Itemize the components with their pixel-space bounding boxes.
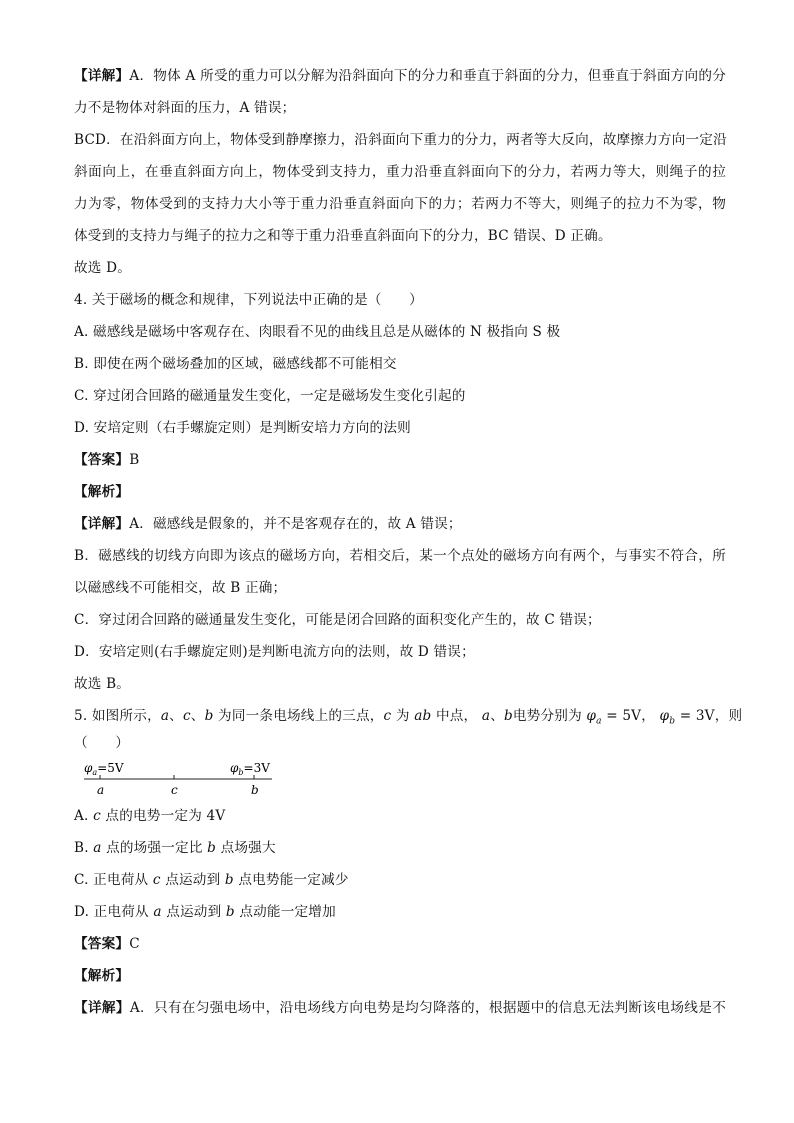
option-post: 点运动到 — [160, 872, 225, 888]
q4-detail-line-5: D．安培定则(右手螺旋定则)是判断电流方向的法则，故 D 错误； — [74, 644, 475, 660]
q3-detail-line-2: 力不是物体对斜面的压力，A 错误； — [74, 100, 296, 116]
option-var: c — [152, 872, 161, 888]
q4-option-b: B. 即使在两个磁场叠加的区域，磁感线都不可能相交 — [74, 356, 397, 372]
q5-var-c: c — [383, 708, 392, 724]
phi-a-value: = 5V — [601, 708, 642, 724]
q3-detail-line-6: 体受到的支持力与绳子的拉力之和等于重力沿垂直斜面向下的分力，BC 错误、D 正确。 — [74, 228, 612, 244]
q4-detail-text-1: A．磁感线是假象的，并不是客观存在的，故 A 错误； — [129, 516, 462, 532]
answer-value: B — [129, 452, 140, 468]
q4-detail-line-3: 以磁感线不可能相交，故 B 正确； — [74, 580, 287, 596]
q5-paren: （ ） — [74, 735, 130, 751]
q4-conclusion: 故选 B。 — [74, 676, 131, 692]
detail-tag: 【详解】 — [74, 516, 130, 532]
option-var: b — [225, 904, 235, 920]
answer-tag: 【答案】 — [74, 452, 130, 468]
option-var: a — [153, 904, 162, 920]
q4-detail-line-2: B．磁感线的切线方向即为该点的磁场方向，若相交后，某一个点处的磁场方向有两个，与事实不符合，所 — [74, 548, 726, 564]
option-var: b — [224, 872, 234, 888]
q5-option-c — [74, 870, 724, 890]
q5-stem-mid: 为同一条电场线上的三点， — [213, 708, 384, 724]
option-post: 点电势能一定减少 — [233, 872, 349, 888]
option-var: c — [93, 808, 101, 824]
detail-tag: 【详解】 — [74, 68, 130, 84]
detail-tag: 【详解】 — [74, 1000, 130, 1016]
q5-detail-line-1 — [74, 998, 726, 1018]
q5-var-b: b — [503, 708, 513, 724]
option-var: a — [93, 840, 102, 856]
point-label-c: c — [171, 783, 178, 797]
q4-detail-line-4: C．穿过闭合回路的磁通量发生变化，可能是闭合回路的面积变化产生的，故 C 错误； — [74, 612, 601, 628]
answer-value: C — [129, 936, 140, 952]
option-post: 点动能一定增加 — [234, 904, 336, 920]
q5-stem-mid: 为 — [391, 708, 415, 724]
phi-b-value: = 3V — [675, 708, 715, 724]
q5-sep: 、 — [169, 708, 183, 724]
option-pre: 正电荷从 — [89, 904, 154, 920]
phi-symbol: φ — [659, 708, 670, 724]
q5-analysis-tag: 【解析】 — [74, 968, 130, 984]
q4-answer — [74, 450, 724, 470]
point-label-a: a — [97, 783, 105, 797]
option-letter: C. — [74, 872, 89, 888]
q5-sep: 、 — [190, 708, 205, 724]
answer-tag: 【答案】 — [74, 936, 130, 952]
option-post: 点场强大 — [216, 840, 276, 856]
electric-field-line-figure — [84, 758, 284, 802]
q5-stem: 5. 如图所示，a、c、b 为同一条电场线上的三点，c 为 ab 中点， a、b电势分别为 $\varphi_a = 5V$， $\varphi_b = 3V$，则 — [74, 708, 743, 727]
q5-var-a: a — [160, 708, 170, 724]
option-letter: B. — [74, 840, 89, 856]
q5-var-ab: ab — [414, 708, 432, 724]
phi-subscript-b: b — [669, 716, 676, 727]
q3-detail-text-1: A．物体 A 所受的重力可以分解为沿斜面向下的分力和垂直于斜面的分力，但垂直于斜面方向的分 — [129, 68, 726, 84]
q3-detail-line-5: 力为零，物体受到的支持力大小等于重力沿垂直斜面向下的力；若两力不等大，则绳子的拉力不为零，物 — [74, 196, 726, 212]
phi-symbol: φ — [586, 708, 597, 724]
q5-stem-mid: 中点， — [431, 708, 478, 724]
q3-detail-line-4: 斜面向上，在垂直斜面方向上，物体受到支持力，重力沿垂直斜面向下的分力，若两力等大，则绳子的拉 — [74, 164, 726, 180]
q4-option-a: A. 磁感线是磁场中客观存在、肉眼看不见的曲线且总是从磁体的 N 极指向 S 极 — [74, 324, 561, 340]
q4-detail-line-1 — [74, 514, 724, 534]
q5-option-a — [74, 806, 724, 826]
option-pre: 正电荷从 — [88, 872, 153, 888]
q3-conclusion: 故选 D。 — [74, 260, 132, 276]
q4-option-c: C. 穿过闭合回路的磁通量发生变化，一定是磁场发生变化引起的 — [74, 388, 466, 404]
q5-var-a: a — [481, 708, 491, 724]
q5-var-b: b — [204, 708, 214, 724]
q5-stem-end: ，则 — [714, 708, 743, 724]
q5-detail-text-1: A．只有在匀强电场中，沿电场线方向电势是均匀降落的，根据题中的信息无法判断该电场线是不 — [129, 1000, 726, 1016]
q4-option-d: D. 安培定则（右手螺旋定则）是判断安培力方向的法则 — [74, 420, 411, 436]
q5-option-d — [74, 902, 724, 922]
phi-label-b: $\varphi_b=3V$ — [230, 761, 270, 777]
q4-stem: 4. 关于磁场的概念和规律，下列说法中正确的是（ ） — [74, 292, 423, 308]
q5-sep: 、 — [490, 708, 504, 724]
option-post: 点的场强一定比 — [101, 840, 208, 856]
option-post: 点运动到 — [161, 904, 226, 920]
q3-detail-line-1 — [74, 66, 726, 86]
phi-subscript-a: a — [596, 716, 602, 727]
point-label-b: b — [251, 783, 259, 797]
q3-detail-line-3: BCD．在沿斜面方向上，物体受到静摩擦力，沿斜面向下重力的分力，两者等大反向，故摩擦力方向一定沿 — [74, 132, 727, 148]
option-letter: D. — [74, 904, 90, 920]
q5-answer — [74, 934, 724, 954]
option-post: 点的电势一定为 4V — [100, 808, 226, 824]
q4-analysis-tag: 【解析】 — [74, 484, 130, 500]
q5-stem-mid: 电势分别为 — [512, 708, 587, 724]
option-var: b — [207, 840, 217, 856]
q5-stem-pre: 5. 如图所示， — [74, 708, 161, 724]
q5-var-c: c — [182, 708, 191, 724]
q5-option-b — [74, 838, 724, 858]
option-letter: A. — [74, 808, 89, 824]
phi-label-a: $\varphi_a=5V$ — [84, 761, 124, 777]
